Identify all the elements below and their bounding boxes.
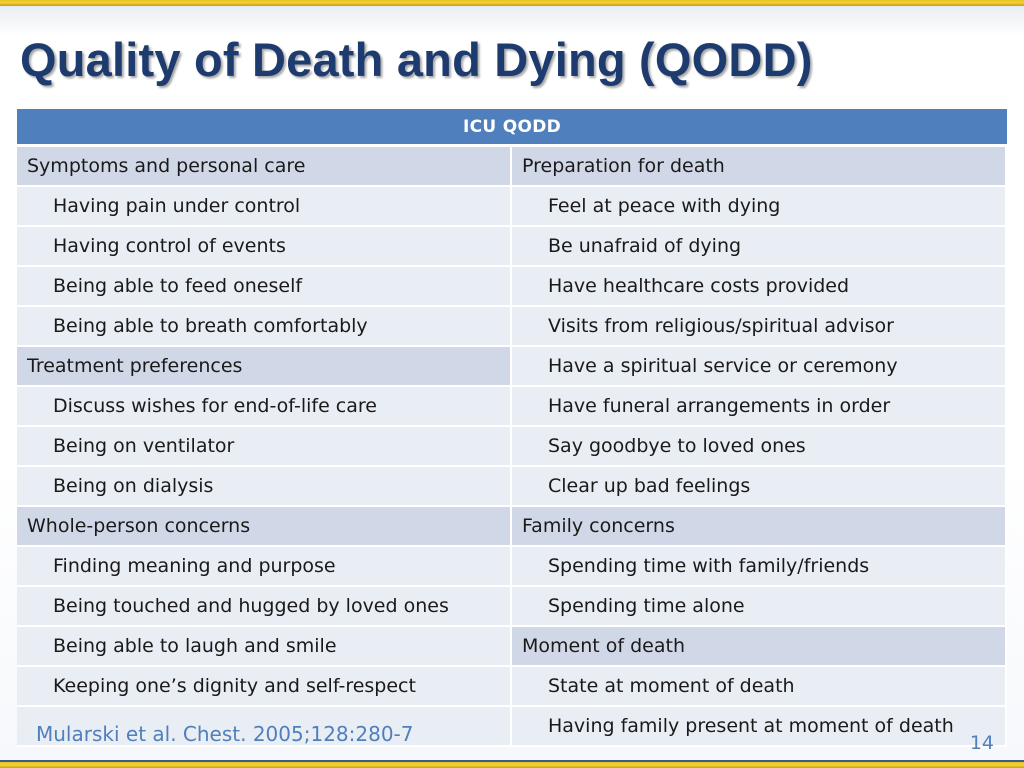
table-row [17,147,1007,187]
item-cell: Having control of events [17,227,512,267]
item-cell: Being able to feed oneself [17,267,512,307]
table-row [17,427,1007,467]
table-row [17,267,1007,307]
item-cell: Spending time alone [512,587,1007,627]
table-row [17,587,1007,627]
item-cell: Being able to laugh and smile [17,627,512,667]
item-cell: Having pain under control [17,187,512,227]
table-row [17,187,1007,227]
table-row [17,307,1007,347]
category-cell: Preparation for death [512,147,1007,187]
item-cell: Having family present at moment of death [512,707,1007,747]
item-cell: Being able to breath comfortably [17,307,512,347]
item-cell: Feel at peace with dying [512,187,1007,227]
item-cell: Discuss wishes for end-of-life care [17,387,512,427]
table-row [17,387,1007,427]
item-cell: Have funeral arrangements in order [512,387,1007,427]
table-header: ICU QODD [17,109,1007,147]
item-cell: Say goodbye to loved ones [512,427,1007,467]
item-cell: Spending time with family/friends [512,547,1007,587]
category-cell: Family concerns [512,507,1007,547]
table-row [17,347,1007,387]
bottom-accent-bar [0,762,1024,768]
table-row [17,667,1007,707]
item-cell: Keeping one’s dignity and self-respect [17,667,512,707]
category-cell: Symptoms and personal care [17,147,512,187]
page-number: 14 [969,732,994,754]
category-cell: Whole-person concerns [17,507,512,547]
table-row [17,507,1007,547]
item-cell: Being touched and hugged by loved ones [17,587,512,627]
item-cell: Clear up bad feelings [512,467,1007,507]
table-row [17,547,1007,587]
table-row [17,627,1007,667]
category-cell: Treatment preferences [17,347,512,387]
item-cell: Being on dialysis [17,467,512,507]
item-cell: State at moment of death [512,667,1007,707]
slide-title: Quality of Death and Dying (QODD) [20,33,813,86]
item-cell: Have healthcare costs provided [512,267,1007,307]
qodd-table [17,109,1007,747]
category-cell: Moment of death [512,627,1007,667]
table-row [17,227,1007,267]
item-cell: Finding meaning and purpose [17,547,512,587]
item-cell: Be unafraid of dying [512,227,1007,267]
citation: Mularski et al. Chest. 2005;128:280-7 [36,722,414,746]
item-cell: Visits from religious/spiritual advisor [512,307,1007,347]
table-body [17,147,1007,747]
item-cell: Being on ventilator [17,427,512,467]
table-row [17,467,1007,507]
item-cell: Have a spiritual service or ceremony [512,347,1007,387]
